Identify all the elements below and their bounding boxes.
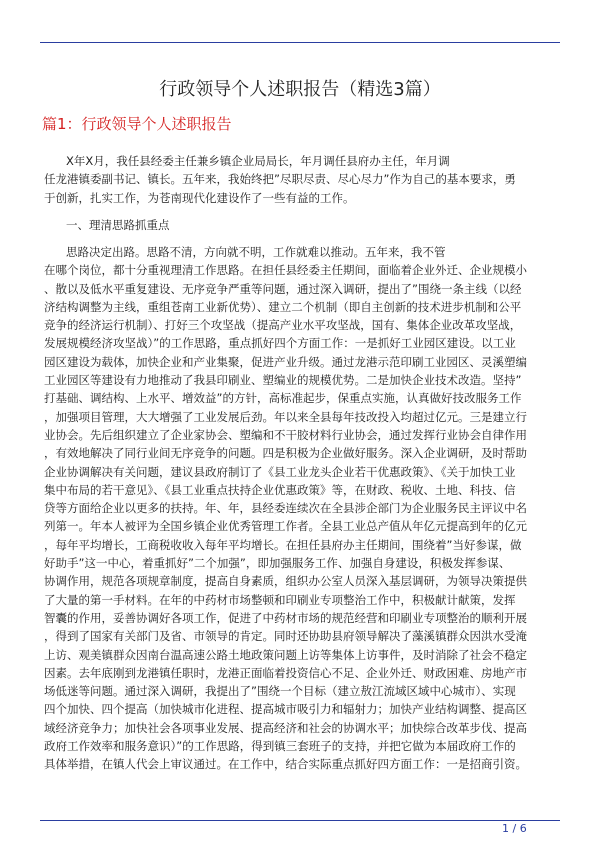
body-line: ，加强项目管理，大大增强了工业发展后劲。年以来全县每年技改投入均超过亿元。三是建立行 xyxy=(44,409,527,424)
body-line: 打基础、调结构、上水平、增效益”的方针，高标准起步，保重点实施，认真做好技改服务工作 xyxy=(44,391,522,406)
body-line: 域经济竞争力；加快社会各项事业发展、提高经济和社会的协调水平；加快综合改革步伐、提高 xyxy=(44,720,527,735)
body-line: 竞争的经济运行机制）、打好三个攻坚战（提高产业水平攻坚战，国有、集体企业改革攻坚战， xyxy=(44,318,522,333)
body-line: 场低迷等问题。通过深入调研，我提出了”围绕一个目标（建立敖江流域区域中心城市）、实现 xyxy=(44,684,516,699)
body-line: 工业园区等建设有力地推动了我县印刷业、塑编业的规模优势。二是加快企业技术改造。坚持” xyxy=(44,373,522,388)
page-number: 1 / 6 xyxy=(502,822,527,835)
body-line: 具体举措，在镇人代会上审议通过。在工作中，结合实际重点抓好四方面工作：一是招商引资。 xyxy=(44,757,527,772)
intro-line: 于创新，扎实工作，为苍南现代化建设作了一些有益的工作。 xyxy=(44,190,355,205)
body-line: 因素。去年底刚到龙港镇任职时，龙港正面临着投资信心不足、企业外迁、财政困难、房地产市 xyxy=(44,665,527,680)
body-line: 业协会。先后组织建立了企业家协会、塑编和不干胶材料行业协会，通过发挥行业协会自律作用 xyxy=(44,427,527,442)
section-title: 篇1：行政领导个人述职报告 xyxy=(42,115,232,133)
body-line: ，得到了国家有关部门及省、市领导的肯定。同时还协助县府领导解决了藻溪镇群众因洪水受淹 xyxy=(44,629,527,644)
document-title: 行政领导个人述职报告（精选3篇） xyxy=(159,79,441,100)
body-line: 思路决定出路。思路不清，方向就不明，工作就难以推动。五年来，我不管 xyxy=(66,245,446,259)
body-paragraph xyxy=(44,243,560,774)
section-heading: 一、理清思路抓重点 xyxy=(66,218,170,232)
body-line: 发展规模经济攻坚战）”的工作思路，重点抓好四个方面工作：一是抓好工业园区建设。以工业 xyxy=(44,336,516,351)
intro-paragraph xyxy=(44,152,560,207)
body-line: 园区建设为载体，加快企业和产业集聚，促进产业升级。通过龙港示范印刷工业园区、灵溪塑编 xyxy=(44,354,527,369)
intro-line: 任龙港镇委副书记、镇长。五年来，我始终把”尽职尽责、尽心尽力”作为自己的基本要求，勇 xyxy=(44,172,516,187)
body-line: ，有效地解决了同行业间无序竞争的问题。四是积极为企业做好服务。深入企业调研，及时帮助 xyxy=(44,446,527,461)
body-line: 四个加快、四个提高（加快城市化进程、提高城市吸引力和辐射力；加快产业结构调整、提高区 xyxy=(44,702,527,717)
intro-line: X年X月，我任县经委主任兼乡镇企业局局长，年月调任县府办主任，年月调 xyxy=(66,154,450,168)
body-line: 政府工作效率和服务意识）”的工作思路，得到镇三套班子的支持，并把它做为本届政府工作的 xyxy=(44,739,516,754)
body-line: 、散以及低水平重复建设、无序竞争严重等问题，通过深入调研，提出了”围绕一条主线（以经 xyxy=(44,281,522,296)
body-line: 智囊的作用，妥善协调好各项工作，促进了中药材市场的规范经营和印刷业专项整治的顺利开展 xyxy=(44,610,527,625)
footer-rule xyxy=(40,820,560,821)
header-rule xyxy=(40,42,560,43)
body-line: 好助手”这一中心，着重抓好”二个加强”，即加强服务工作、加强自身建设，积极发挥参谋、 xyxy=(44,556,511,571)
body-line: 济结构调整为主线，重组苍南工业新优势）、建立二个机制（即自主创新的技术进步机制和公平 xyxy=(44,299,522,314)
body-line: 上访、观美镇群众因南台温高速公路土地政策问题上访等集体上访事件，及时消除了社会不稳定 xyxy=(44,647,527,662)
body-line: 在哪个岗位，都十分重视理清工作思路。在担任县经委主任期间，面临着企业外迁、企业规模小 xyxy=(44,263,527,278)
body-line: ，每年平均增长，工商税收收入每年平均增长。在担任县府办主任期间，围绕着”当好参谋，做 xyxy=(44,537,522,552)
body-line: 集中布局的若干意见》、《县工业重点扶持企业优惠政策》等，在财政、税收、土地、科技、信 xyxy=(44,482,516,497)
body-line: 协调作用，规范各项规章制度，提高自身素质，组织办公室人员深入基层调研，为领导决策提供 xyxy=(44,574,527,589)
body-line: 列第一。年本人被评为全国乡镇企业优秀管理工作者。全县工业总产值从年亿元提高到年的亿元 xyxy=(44,519,527,534)
body-line: 企业协调解决有关问题，建议县政府制订了《县工业龙头企业若干优惠政策》、《关于加快工业 xyxy=(44,464,516,479)
body-line: 贷等方面给企业以更多的扶持。年、年，县经委连续次在全县涉企部门为企业服务民主评议中名 xyxy=(44,501,527,516)
body-line: 了大量的第一手材料。在年的中药材市场整顿和印刷业专项整治工作中，积极献计献策，发挥 xyxy=(44,592,516,607)
